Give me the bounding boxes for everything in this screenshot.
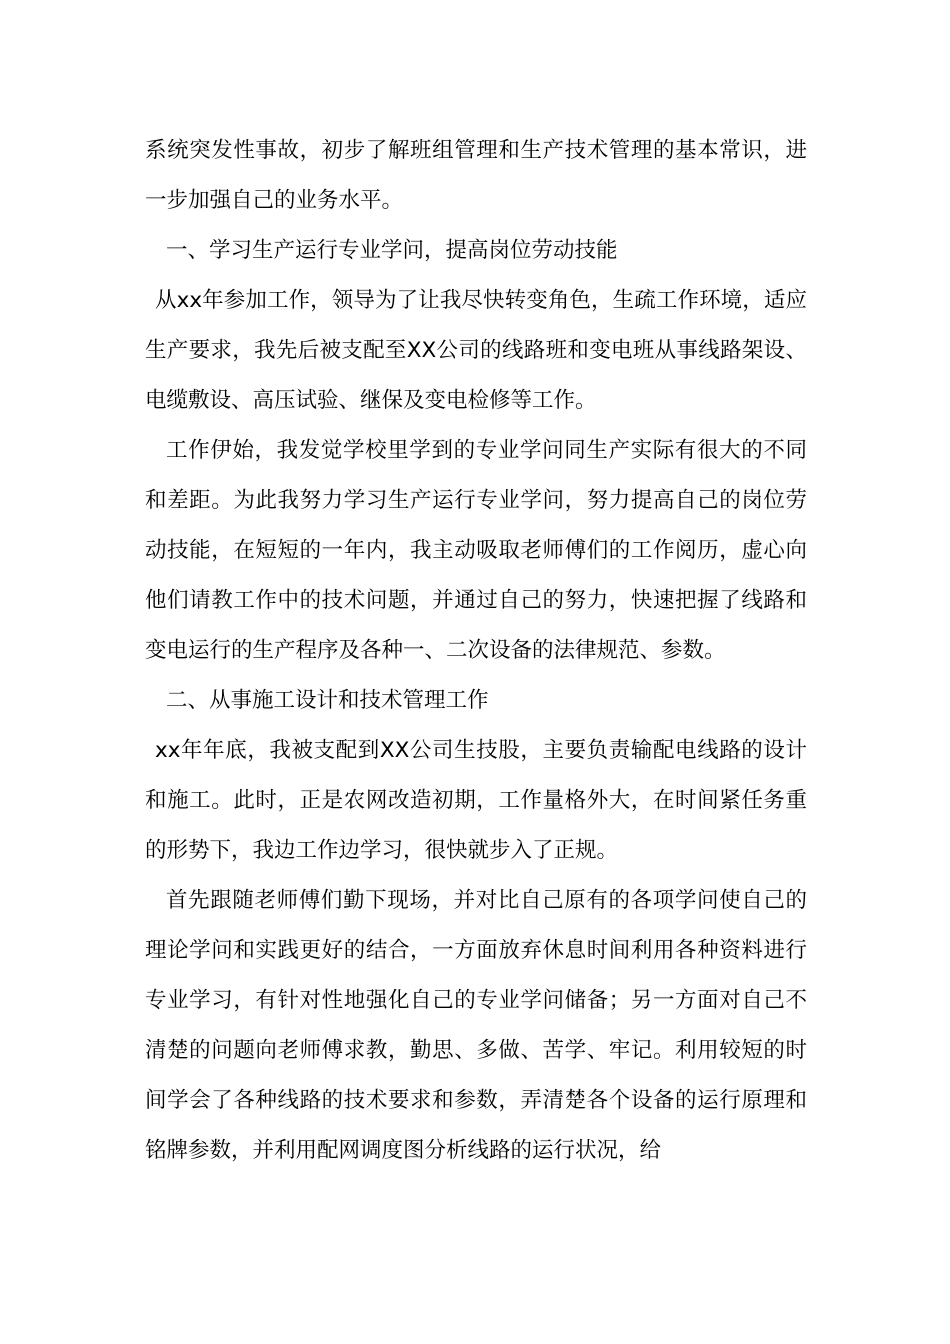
paragraph-continuation: 系统突发性事故，初步了解班组管理和生产技术管理的基本常识，进一步加强自己的业务水平。 <box>145 138 807 213</box>
paragraph-work-start: 从xx年参加工作，领导为了让我尽快转变角色，生疏工作环境，适应生产要求，我先后被支配至XX公司的线路班和变电班从事线路架设、电缆敷设、高压试验、继保及变电检修等工作。 <box>145 288 807 413</box>
paragraph-field-study: 首先跟随老师傅们勤下现场，并对比自己原有的各项学问使自己的理论学问和实践更好的结合，一方面放弃休息时间利用各种资料进行专业学习，有针对性地强化自己的专业学问储备；另一方面对自己不清楚的问题向老师傅求教，勤思、多做、苦学、牢记。利用较短的时间学会了各种线路的技术要求和参数，弄清楚各个设备的运行原理和铭牌参数，并利用配网调度图分析线路的运行状况，给 <box>145 888 807 1163</box>
section-heading-2: 二、从事施工设计和技术管理工作 <box>166 688 489 713</box>
document-page <box>145 126 807 1176</box>
section-heading-1: 一、学习生产运行专业学问，提高岗位劳动技能 <box>166 238 618 263</box>
paragraph-design-work: xx年年底，我被支配到XX公司生技股，主要负责输配电线路的设计和施工。此时，正是农网改造初期，工作量格外大，在时间紧任务重的形势下，我边工作边学习，很快就步入了正规。 <box>145 738 807 863</box>
paragraph-learning: 工作伊始，我发觉学校里学到的专业学问同生产实际有很大的不同和差距。为此我努力学习生产运行专业学问，努力提高自己的岗位劳动技能，在短短的一年内，我主动吸取老师傅们的工作阅历，虚心向他们请教工作中的技术问题，并通过自己的努力，快速把握了线路和变电运行的生产程序及各种一、二次设备的法律规范、参数。 <box>145 438 807 663</box>
